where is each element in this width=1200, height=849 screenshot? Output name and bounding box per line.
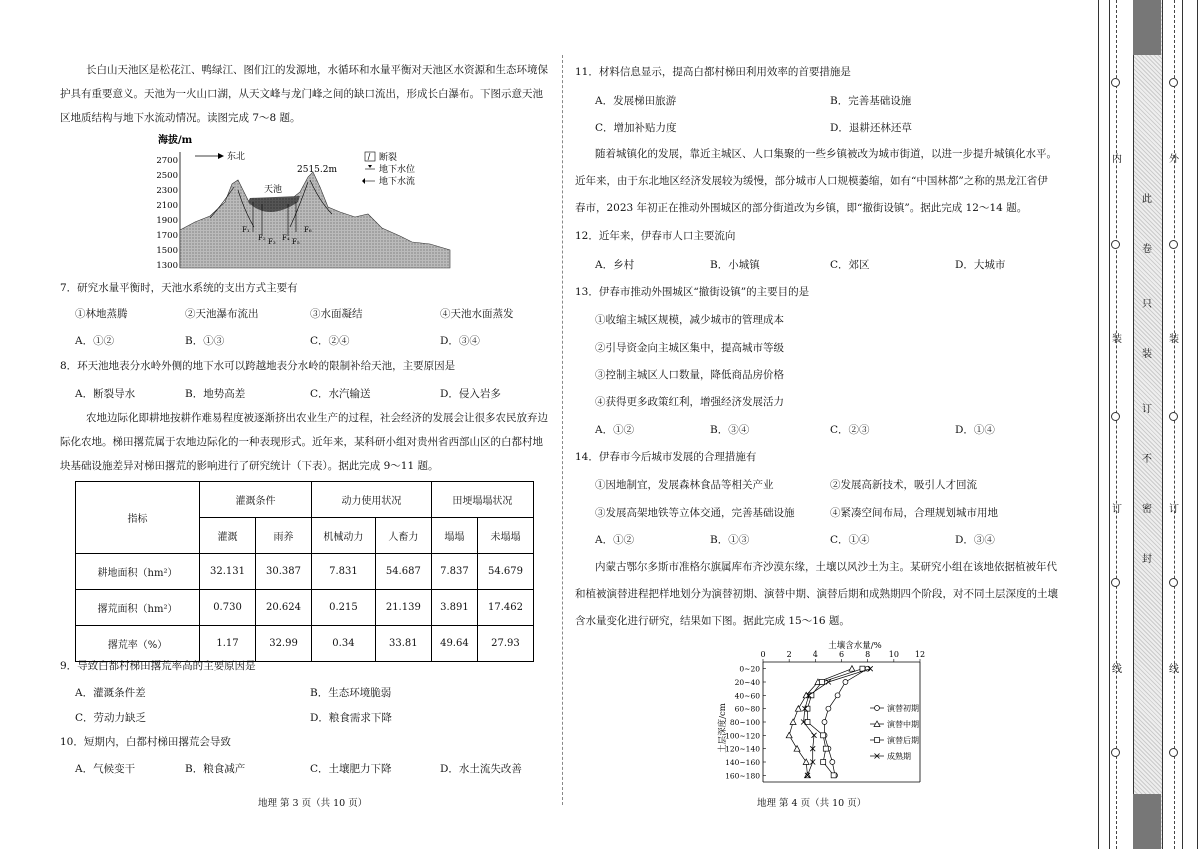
fig1-ytick: 1700: [156, 231, 178, 241]
q13-answer-b[interactable]: B．③④: [710, 424, 750, 436]
binding-inner-label: 内: [1112, 154, 1122, 165]
legend-label: 演替后期: [887, 736, 919, 745]
q7-option: ①林地蒸腾: [75, 308, 128, 320]
q9-answer-d[interactable]: D．粮食需求下降: [310, 712, 392, 724]
q8-answer-d[interactable]: D．侵入岩多: [440, 388, 501, 400]
fig1-ytick: 1500: [156, 246, 178, 256]
fig1-ylabel: 海拔/m: [158, 135, 193, 146]
legend-groundwater-flow: 地下水流: [379, 177, 416, 187]
data-point-3: [831, 773, 836, 778]
table-cell: 49.64: [431, 626, 477, 662]
q8-answer-b[interactable]: B．地势高差: [185, 388, 246, 400]
binding-notice-char: 订: [1142, 404, 1152, 415]
fault-label: F₅: [292, 238, 300, 246]
table-cell: 54.687: [375, 554, 431, 590]
inner-binding-rail: [1098, 0, 1110, 849]
binding-hole-circle: [1111, 748, 1120, 757]
binding-inner-label: 线: [1112, 664, 1122, 675]
q11-answer-c[interactable]: C．增加补贴力度: [595, 122, 677, 134]
table-subheader: 机械动力: [312, 518, 376, 554]
binding-notice-char: 卷: [1142, 244, 1152, 255]
table-subheader: 人畜力: [375, 518, 431, 554]
data-point-2: [803, 759, 809, 765]
table-cell: 20.624: [256, 590, 312, 626]
q13-answer-a[interactable]: A．①②: [595, 424, 635, 436]
x-tick-label: 6: [838, 650, 845, 659]
intro1-line2: 护具有重要意义。天池为一火山口湖，从天文峰与龙门峰之间的缺口流出，形成长白瀑布。下图示意天池: [60, 88, 543, 100]
binding-hole-circle: [1111, 78, 1120, 87]
table-cell: 32.131: [200, 554, 256, 590]
q7-answer-d[interactable]: D．③④: [440, 335, 480, 347]
q7-option: ④天池水面蒸发: [440, 308, 514, 320]
table-cell: 1.17: [200, 626, 256, 662]
fault-label: F₂: [258, 234, 266, 242]
fault-label: F₄: [282, 234, 290, 242]
q10-answer-c[interactable]: C．土壤肥力下降: [310, 763, 392, 775]
data-point-1: [826, 706, 831, 711]
binding-hole-circle: [1111, 240, 1120, 249]
q12-stem: 12．近年来，伊春市人口主要流向: [575, 230, 736, 242]
table-subheader: 灌溉: [200, 518, 256, 554]
data-point-1: [843, 680, 848, 685]
q12-answer-b[interactable]: B．小城镇: [710, 259, 760, 271]
intro2-line3: 块基础设施差异对梯田撂荒的影响进行了研究统计（下表）。据此完成 9～11 题。: [60, 460, 439, 472]
data-point-3: [821, 733, 826, 738]
q13-option: ③控制主城区人口数量，降低商品房价格: [595, 369, 784, 381]
x-tick-label: 2: [786, 650, 792, 659]
y-tick-label: 140~160: [725, 758, 760, 767]
terrace-abandonment-table: [75, 481, 534, 662]
q8-answer-c[interactable]: C．水汽输送: [310, 388, 371, 400]
intro4-line3: 含水量变化进行研究，结果如下图。据此完成 15～16 题。: [575, 615, 850, 627]
q14-answer-c[interactable]: C．①④: [830, 534, 870, 546]
binding-outer-label: 外: [1169, 154, 1179, 165]
binding-dark-block: [1133, 794, 1161, 849]
legend-label: 演替初期: [887, 704, 919, 713]
table-row: [76, 590, 534, 626]
q11-answer-b[interactable]: B．完善基础设施: [830, 95, 912, 107]
table-row-label: 耕地面积（hm²）: [76, 554, 200, 590]
binding-notice-char: 密: [1142, 504, 1152, 515]
x-tick-label: 8: [865, 650, 871, 659]
chart-ylabel: 土层深度/cm: [718, 703, 728, 753]
table-subheader: 塌塌: [431, 518, 477, 554]
q13-answer-d[interactable]: D．①④: [955, 424, 995, 436]
page-footer-left: 地理 第 3 页（共 10 页）: [258, 798, 368, 809]
intro3-line1: 随着城镇化的发展，靠近主城区、人口集聚的一些乡镇被改为城市街道，以进一步提升城镇化水平。: [595, 148, 1057, 160]
binding-notice-char: 封: [1142, 554, 1152, 565]
q13-stem: 13．伊春市推动外围城区“撤街设镇”的主要目的是: [575, 286, 810, 298]
table-group-header: 动力使用状况: [312, 482, 432, 518]
legend-marker: [875, 738, 880, 743]
legend-marker: [875, 706, 880, 711]
intro3-line2: 近年来，由于东北地区经济发展较为缓慢，部分城市人口规模萎缩，如有“中国林都”之称的黑龙江省伊: [575, 175, 1048, 187]
fig1-peak-label: 2515.2m: [297, 165, 338, 175]
q9-answer-b[interactable]: B．生态环境脆弱: [310, 687, 392, 699]
legend-water-level: 地下水位: [379, 165, 416, 175]
fault-label: F₁: [242, 226, 250, 234]
data-point-3: [819, 680, 824, 685]
intro1-line1: 长白山天池区是松花江、鸭绿江、图们江的发源地，水循环和水量平衡对天池区水资源和生态环境保: [86, 64, 548, 76]
q13-option: ①收缩主城区规模，减少城市的管理成本: [595, 314, 784, 326]
y-tick-label: 100~120: [725, 731, 760, 741]
q8-stem: 8．环天池地表分水岭外侧的地下水可以跨越地表分水岭的限制补给天池，主要原因是: [60, 360, 456, 372]
q7-option: ②天池瀑布流出: [185, 308, 259, 320]
table-row: [76, 482, 534, 518]
table-cell: 30.387: [256, 554, 312, 590]
table-row-label: 撂荒面积（hm²）: [76, 590, 200, 626]
y-tick-label: 160~180: [725, 771, 760, 781]
intro4-line2: 和植被演替进程把样地划分为演替初期、演替中期、演替后期和成熟期四个阶段，对不同土层深度的土壤: [575, 588, 1058, 600]
intro2-line2: 际化农地。梯田撂荒属于农地边际化的一种表现形式。近年来，某科研小组对贵州省西部山区的白都村地: [60, 436, 543, 448]
x-tick-label: 12: [914, 650, 926, 659]
q8-answer-a[interactable]: A．断裂导水: [75, 388, 136, 400]
q7-answer-b[interactable]: B．①③: [185, 335, 225, 347]
data-point-3: [823, 746, 828, 751]
table-cell: 27.93: [477, 626, 533, 662]
data-point-2: [790, 719, 796, 725]
series-line-4: [804, 669, 871, 776]
tianchi-cross-section-figure: [150, 132, 460, 274]
fig1-lake-label: 天池: [264, 185, 283, 195]
binding-outer-label: 线: [1169, 664, 1179, 675]
chart-title: 土壤含水量/%: [828, 641, 882, 651]
fig1-direction: 东北: [227, 152, 246, 162]
q7-stem: 7．研究水量平衡时，天池水系统的支出方式主要有: [60, 282, 298, 294]
legend-label: 成熟期: [887, 752, 911, 761]
data-point-2: [849, 666, 855, 672]
binding-notice-char: 此: [1142, 194, 1152, 205]
table-subheader: 未塌塌: [477, 518, 533, 554]
q11-answer-a[interactable]: A．发展梯田旅游: [595, 95, 677, 107]
y-tick-label: 40~60: [734, 691, 760, 701]
table-cell: 0.215: [312, 590, 376, 626]
table-cell: 3.891: [431, 590, 477, 626]
q7-answer-a[interactable]: A．①②: [75, 335, 115, 347]
binding-hole-circle: [1169, 748, 1178, 757]
data-point-2: [795, 706, 801, 712]
binding-hole-circle: [1111, 578, 1120, 587]
data-point-3: [821, 760, 826, 765]
binding-outer-label: 装: [1169, 334, 1179, 345]
column-divider: [562, 55, 563, 805]
table-cell: 33.81: [375, 626, 431, 662]
legend-fault: 断裂: [379, 153, 398, 163]
fig1-ytick: 2100: [156, 201, 178, 211]
table-cell: 7.831: [312, 554, 376, 590]
fig1-ytick: 2700: [156, 156, 178, 166]
table-cell: 17.462: [477, 590, 533, 626]
table-cell: 21.139: [375, 590, 431, 626]
q14-option: ④紧凑空间布局，合理规划城市用地: [830, 507, 998, 519]
table-cell: 32.99: [256, 626, 312, 662]
fig1-ytick: 1300: [156, 261, 178, 271]
binding-inner-label: 装: [1112, 334, 1122, 345]
intro1-line3: 区地质结构与地下水流动情况。读图完成 7～8 题。: [60, 112, 301, 124]
data-point-2: [794, 746, 800, 752]
q11-stem: 11．材料信息显示，提高白都村梯田利用效率的首要措施是: [575, 66, 851, 78]
binding-inner-label: 订: [1112, 504, 1122, 515]
fig1-yticks: [156, 156, 178, 271]
q14-option: ②发展高新技术，吸引人才回流: [830, 479, 977, 491]
binding-hole-circle: [1169, 578, 1178, 587]
y-tick-label: 0~20: [739, 664, 760, 674]
table-group-header: 田埂塌塌状况: [431, 482, 533, 518]
table-cell: 7.837: [431, 554, 477, 590]
binding-hatched-band: [1133, 0, 1163, 849]
y-tick-label: 60~80: [734, 704, 760, 714]
table-row: [76, 626, 534, 662]
table-row: [76, 554, 534, 590]
y-tick-label: 120~140: [725, 744, 760, 754]
x-tick-label: 10: [888, 650, 899, 659]
q14-option: ③发展高架地铁等立体交通，完善基础设施: [595, 507, 795, 519]
table-group-header: 灌溉条件: [200, 482, 312, 518]
q11-answer-d[interactable]: D．退耕还林还草: [830, 122, 912, 134]
fault-label: F₃: [268, 238, 276, 246]
table-subheader: 雨养: [256, 518, 312, 554]
intro4-line1: 内蒙古鄂尔多斯市准格尔旗属库布齐沙漠东缘，土壤以风沙土为主。某研究小组在该地依据植被年代: [595, 561, 1057, 573]
legend-label: 演替中期: [887, 720, 919, 729]
binding-notice-char: 只: [1142, 299, 1152, 310]
data-point-1: [830, 760, 835, 765]
q14-answer-a[interactable]: A．①②: [595, 534, 635, 546]
data-point-1: [835, 693, 840, 698]
outer-binding-rail: [1182, 0, 1198, 849]
binding-hole-circle: [1111, 412, 1120, 421]
q13-answer-c[interactable]: C．②③: [830, 424, 870, 436]
table-cell: 54.679: [477, 554, 533, 590]
q10-answer-b[interactable]: B．粮食减产: [185, 763, 246, 775]
fig1-ytick: 2500: [156, 171, 178, 181]
q14-option: ①因地制宜，发展森林食品等相关产业: [595, 479, 774, 491]
data-point-2: [786, 732, 792, 738]
q12-answer-a[interactable]: A．乡村: [595, 259, 635, 271]
data-point-1: [822, 720, 827, 725]
q10-answer-a[interactable]: A．气候变干: [75, 763, 136, 775]
q10-answer-d[interactable]: D．水土流失改善: [440, 763, 522, 775]
fig1-ytick: 1900: [156, 216, 178, 226]
q10-stem: 10．短期内，白都村梯田撂荒会导致: [60, 736, 231, 748]
y-tick-label: 80~100: [729, 718, 760, 727]
q14-answer-b[interactable]: B．①③: [710, 534, 750, 546]
page-footer-right: 地理 第 4 页（共 10 页）: [757, 798, 867, 809]
table-header-index: 指标: [76, 482, 200, 554]
intro2-line1: 农地边际化即耕地按耕作难易程度被逐渐挤出农业生产的过程，社会经济的发展会让很多农民放弃边: [86, 412, 548, 424]
fig1-ytick: 2300: [156, 186, 178, 196]
q14-stem: 14．伊春市今后城市发展的合理措施有: [575, 451, 757, 463]
cut-line-outer: [1174, 0, 1175, 849]
q12-answer-c[interactable]: C．郊区: [830, 259, 870, 271]
y-tick-label: 20~40: [734, 678, 760, 687]
binding-hole-circle: [1169, 240, 1178, 249]
binding-hole-circle: [1169, 78, 1178, 87]
binding-notice-char: 不: [1142, 454, 1152, 465]
x-tick-label: 4: [812, 650, 818, 659]
q7-option: ③水面凝结: [310, 308, 363, 320]
binding-outer-label: 订: [1169, 504, 1179, 515]
intro3-line3: 春市，2023 年初正在推动外围城区的部分街道改为乡镇，即“撤街设镇”。据此完成 12～14 题。: [575, 202, 1028, 214]
binding-hole-circle: [1169, 412, 1178, 421]
q9-answer-a[interactable]: A．灌溉条件差: [75, 687, 146, 699]
q13-option: ②引导资金向主城区集中，提高城市等级: [595, 342, 784, 354]
q13-option: ④获得更多政策红利，增强经济发展活力: [595, 396, 784, 408]
soil-moisture-chart: [705, 638, 965, 790]
x-tick-label: 0: [760, 650, 766, 659]
table-row-label: 撂荒率（%）: [76, 626, 200, 662]
q9-stem: 9．导致白都村梯田撂荒率高的主要原因是: [60, 660, 256, 672]
binding-dark-block: [1133, 0, 1161, 55]
q9-answer-c[interactable]: C．劳动力缺乏: [75, 712, 147, 724]
table-cell: 0.730: [200, 590, 256, 626]
cut-line-inner: [1116, 0, 1117, 849]
fault-label: F₆: [304, 226, 312, 234]
q12-answer-d[interactable]: D．大城市: [955, 259, 1006, 271]
binding-margin: [1090, 0, 1200, 849]
binding-notice-char: 装: [1142, 349, 1152, 360]
q7-answer-c[interactable]: C．②④: [310, 335, 350, 347]
table-cell: 0.34: [312, 626, 376, 662]
q14-answer-d[interactable]: D．③④: [955, 534, 995, 546]
